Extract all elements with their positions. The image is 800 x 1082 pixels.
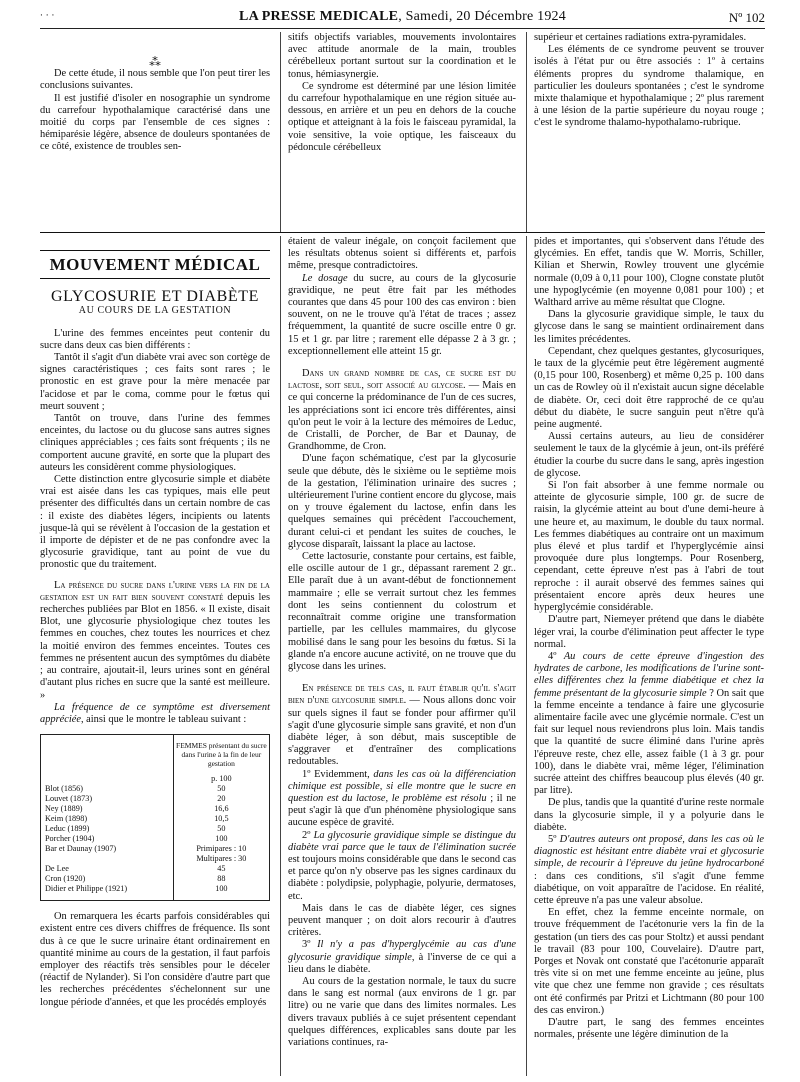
list-number: 3º	[302, 939, 318, 951]
paragraph: pides et importantes, qui s'observent dans l'étude des glycémies. En effet, tandis que W. Morris, Schiller, Kilian et Sherwin, Rowley trouvent une glycémie normale (0,09 à 0,11 pour 100), Clogne constate plutôt une hypoglycémie (en moyenne 0,081 pour 100) ; et Walthard arrive au même résultat que Clogne.	[534, 236, 764, 309]
paragraph: Dans la glycosurie gravidique simple, le taux du glycose dans le sang se maintient ordinairement dans les limites précédentes.	[534, 309, 764, 345]
paragraph-lead: La présence du sucre dans l'urine vers la fin de la gestation est un fait bien souvent constaté	[40, 579, 270, 603]
page-header	[40, 8, 765, 29]
table-header: FEMMES présentant du sucre dans l'urine à la fin de leur gestation	[173, 735, 269, 774]
paragraph-body: , ainsi que le montre le tableau suivant :	[80, 713, 247, 725]
paragraph: Les éléments de ce syndrome peuvent se trouver isolés à l'état pur ou être associés : 1º à certains éléments propres du syndrome thalamique, en particulier les douleurs spontanées ; c'est le syndrome mixte thalamique et hypothalamique ; 2º plus rarement à une lésion de la partie supérieure du noyau rouge ; c'est le syndrome thalamo-hypothalamo-rubrique.	[534, 44, 764, 129]
paragraph-body: , à l'inverse de ce qui a lieu dans le diabète.	[288, 951, 517, 975]
article-title: GLYCOSURIE ET DIABÈTE	[50, 288, 260, 306]
table-row	[41, 884, 269, 894]
table-author: Keim (1898)	[45, 814, 88, 824]
article-subtitle: AU COURS DE LA GESTATION	[78, 305, 232, 317]
paragraph-lead: En présence de tels cas, il faut établir qu'il s'agit bien d'une glycosurie simple.	[288, 683, 516, 707]
table-author: Cron (1920)	[45, 874, 86, 884]
article-column-1	[40, 244, 270, 1009]
table-value: 88	[173, 874, 269, 884]
paragraph-lead: Dans un grand nombre de cas, ce sucre est du lactose, soit seul, soit associé au glycose.	[288, 368, 516, 392]
table-row	[41, 784, 269, 794]
table-author: Ney (1889)	[45, 804, 83, 814]
paragraph: Mais dans le cas de diabète léger, ces signes peuvent manquer ; on doit alors recourir à d'autres critères.	[288, 902, 516, 939]
table-row	[41, 804, 269, 814]
paragraph	[288, 939, 516, 976]
table-value: 50	[173, 784, 269, 794]
table-author: Blot (1856)	[45, 784, 83, 794]
paragraph	[534, 834, 764, 907]
paragraph: Si l'on fait absorber à une femme normale ou atteinte de glycosurie simple, 100 gr. de sucre de raisin, la glycémie atteint au bout d'une demi-heure à une heure et, au maximum, le double du taux normal. Les femmes diabétiques au contraire ont un maximum plus élevé et plus tardif et l'hyperglycémie ainsi provoquée dure plus longtemps. Pour Rosenberg, cependant, cette épreuve n'est pas à l'abri de tout reproche : il aurait observé des femmes saines qui présentaient encore après deux heures une hyperglycémie considérable.	[534, 480, 764, 614]
list-number: 4º	[548, 650, 564, 662]
table-row	[41, 824, 269, 834]
table-author: Leduc (1899)	[45, 824, 90, 834]
frequency-table	[40, 734, 270, 901]
emphasis: D'autres auteurs ont proposé, dans les cas où le diagnostic est hésitant entre diabète vrai et glycosurie simple, de recourir à l'épreuve du jeûne hydrocarboné	[534, 833, 765, 870]
paragraph	[40, 702, 270, 726]
table-value: 100	[173, 884, 269, 894]
paragraph-lead: La fréquence de ce symptôme est diversement appréciée	[40, 701, 270, 725]
table-value: 16,6	[173, 804, 269, 814]
issue-date: , Samedi, 20 Décembre 1924	[398, 9, 566, 24]
table-unit: p. 100	[173, 774, 269, 784]
paragraph: Il est justifié d'isoler en nosographie un syndrome du carrefour hypothalamique caractérisé dans une moitié du corps par l'ensemble de ces signes : hémiparésie légère, absence de douleurs spontanées de ce côté, existence de troubles sen-	[40, 92, 270, 153]
table-row	[41, 794, 269, 804]
top-column-3	[534, 32, 764, 130]
paragraph	[288, 273, 516, 358]
paragraph-body: ? On sait que la femme enceinte a tendance à faire une glycosurie alimentaire facile avec une glycémie normale. C'est un fait sur lequel nous reviendrons plus loin. Mais tandis que la quantité de sucre éliminé dans l'urine après l'épreuve reste, chez elle, assez faible (1 à 3 gr. pour 100), dans le diabète vrai, même léger, l'élimination sucrée atteint des chiffres beaucoup plus élevés (40 gr. par litre).	[534, 687, 764, 797]
paragraph: L'urine des femmes enceintes peut contenir du sucre dans deux cas bien différents :	[40, 327, 270, 351]
top-column-2	[288, 32, 516, 154]
paragraph: Cette lactosurie, constante pour certains, est faible, elle oscille autour de 1 gr., dépassant rarement 2 gr.. Elle paraît due à un avant-début de fonctionnement mammaire ; elle se verrait surtout chez les femmes dont les seins contiennent du colostrum et reconnaîtrait comme origine une transformation partielle, par les cellules mammaires, du glycose mobilisé dans le sang pour les besoins du fœtus. Si la glande n'a encore aucune activité, on ne trouve que du glycose dans les urines.	[288, 551, 516, 672]
paragraph: On remarquera les écarts parfois considérables qui existent entre ces divers chiffres de fréquence. Ils sont dus à ce que le sucre urinaire étant ordinairement en quantité minime au cours de la gestation, il faut parfois employer des réactifs très sensibles pour le déceler (réactif de Nylander). Si l'on considère d'autre part que les recherches précédentes s'échelonnent sur une longue période d'années, et que les procédés employés	[40, 911, 270, 1008]
table-author: Didier et Philippe (1921)	[45, 884, 128, 894]
table-author: Louvet (1873)	[45, 794, 93, 804]
paragraph: Ce syndrome est déterminé par une lésion limitée du carrefour hypothalamique en une région située au-dessous, en arrière et un peu en dehors de la couche optique et atteignant à la fois le faisceau pyramidal, la voie sensitive, la voie optique, les faisceaux du pédoncule cérébelleux	[288, 80, 516, 153]
paragraph: étaient de valeur inégale, on conçoit facilement que les résultats obtenus soient si différents et, parfois même, presque contradictoires.	[288, 236, 516, 272]
paragraph: Tantôt il s'agit d'un diabète vrai avec son cortège de signes caractéristiques ; ces faits sont rares ; le pronostic en est grave pour la mère menacée par l'acidose et par le coma, comme pour le fœtus qui meurt souvent ;	[40, 352, 270, 412]
paragraph-body: : dans ces conditions, s'il s'agit d'une femme diabétique, on voit apparaître de l'acidose. En réalité, cette épreuve n'a pas une valeur absolue.	[534, 870, 764, 906]
table-row	[41, 844, 269, 864]
list-number: 5º	[548, 833, 560, 845]
asterism: ⁂	[149, 55, 161, 69]
table-value: 10,5	[173, 814, 269, 824]
paragraph: De plus, tandis que la quantité d'urine reste normale dans la glycosurie simple, il y a polyurie dans le diabète.	[534, 797, 764, 833]
article-column-2	[288, 236, 516, 1049]
paragraph: Au cours de la gestation normale, le taux du sucre dans le sang est normal (aux environs de 1 gr. par litre) ou ne varie que dans des limites normales. Les divers travaux publiés à ce sujet présentent cependant quelques différences, explicables sans doute par les variations continues, ra-	[288, 975, 516, 1048]
emphasis: La glycosurie gravidique simple se distingue du diabète vrai parce que le taux de l'élimination sucrée	[288, 829, 517, 853]
paragraph-body: ; il ne peut s'agir là que d'un phénomène physiologique sans aucune espèce de gravité.	[288, 792, 517, 829]
table-value: 100	[173, 834, 269, 844]
table-value: 50	[173, 824, 269, 834]
table-author: Bar et Daunay (1907)	[45, 844, 117, 854]
paragraph-body: — Mais en ce qui concerne la prédominance de l'un de ces sucres, les appréciations sont ici encore très différentes, ainsi qu'on peut le voir à la lecture des mémoires de Leduc, de Cristalli, de Porcher, de Bar et Daunay, de Grandhomme, de Cron.	[288, 380, 516, 453]
paragraph: Aussi certains auteurs, au lieu de considérer seulement le taux de la glycémie à jeun, ont-ils préféré étudier la courbe du sucre dans le sang, après ingestion de glycose.	[534, 431, 764, 479]
paragraph-body: — Nous allons donc voir sur quels signes il faut se fonder pour affirmer qu'il s'agit d'une glycosurie simple sans gravité, et non d'un diabète léger, à son début, mais susceptible de s'aggraver et d'entraîner des complications redoutables.	[288, 695, 516, 768]
header-mark: · · ·	[40, 11, 55, 21]
table-value: 20	[173, 794, 269, 804]
paragraph: Cependant, chez quelques gestantes, glycosuriques, le taux de la glycémie peut être légèrement augmenté (0,15 pour 100, Rosenberg) et même 0,25 p. 100 dans un cas de Rowley où il n'existait aucun signe décelable de diabète. Or, ceci doit être rapproché de ce qu'au début du diabète, le sucre sanguin peut n'être qu'à peine augmenté.	[534, 345, 764, 431]
column-rule	[526, 32, 527, 232]
paragraph-body: depuis les recherches publiées par Blot en 1856. « Il existe, disait Blot, une glycosurie physiologique chez toutes les femmes en couches, chez toutes les nourrices et chez la moitié environ des femmes enceintes. Toutes ces femmes ne présentent aucun des symptômes du diabète ; au contraire, ajoutait-il, leurs urines sont en général d'autant plus riches en sucre que la santé est meilleure. »	[40, 591, 271, 701]
paragraph: supérieur et certaines radiations extra-pyramidales.	[534, 32, 747, 43]
table-value: Primipares : 10 Multipares : 30	[173, 844, 269, 864]
column-rule	[526, 236, 527, 1076]
journal-title	[40, 9, 765, 25]
paragraph	[288, 683, 516, 768]
article-column-3	[534, 236, 764, 1041]
paragraph: Cette distinction entre glycosurie simple et diabète vrai est aisée dans les cas typiques, mais elle peut présenter des difficultés dans un certain nombre de cas : il existe des diabètes légers, incipients ou latents jusque-là qui se révèlent à l'occasion de la gestation et il importe de dépister et de ne pas confondre avec la glycosurie gravidique, tant au point de vue du pronostic que du traitement.	[40, 474, 270, 571]
section-title: MOUVEMENT MÉDICAL	[40, 250, 270, 279]
paragraph: En effet, chez la femme enceinte normale, on trouve fréquemment de l'acétonurie vers la fin de la gestation (un tiers des cas pour Stoltz) et aussi pendant le travail (83 pour 100, Couvelaire). D'autre part, Porges et Novak ont constaté que l'acétonurie apparaît très vite si on met une femme enceinte au jeûne, plus vite que chez une femme non gravide ; ces résultats ont été confirmés par Pritzi et Lichtmann (80 pour 100 des cas environ.)	[534, 907, 764, 1016]
table-author: De Lee	[45, 864, 69, 874]
emphasis: dans les cas où la différenciation chimique est possible, si elle montre que le sucre en question est du lactose, le problème est résolu	[288, 768, 516, 804]
column-rule	[280, 32, 281, 232]
paragraph: D'autre part, le sang des femmes enceintes normales, présente une légère diminution de la	[534, 1017, 764, 1041]
paragraph	[288, 830, 516, 903]
paragraph: D'autre part, Niemeyer prétend que dans le diabète léger vrai, la courbe d'élimination peut affecter le type normal.	[534, 614, 764, 650]
list-number: 2º	[302, 829, 314, 841]
paragraph	[288, 769, 516, 830]
paragraph	[40, 580, 270, 702]
paragraph: sitifs objectifs variables, mouvements involontaires avec attitude anormale de la main, troubles cérébelleux portant surtout sur la coordination et le tonus, hémiasynergie.	[288, 32, 516, 80]
paragraph: Tantôt on trouve, dans l'urine des femmes enceintes, du lactose ou du glucose sans autres signes cliniques appréciables ; ces faits sont fréquents ; ils ne comportent aucune gravité, en sorte que la plupart des auteurs les considèrent comme physiologiques.	[40, 413, 270, 473]
table-row	[41, 864, 269, 874]
paragraph-body: du sucre, au cours de la glycosurie gravidique, ne peut être fait par les méthodes courantes que dans 45 pour 100 des cas environ : bien souvent, on ne le trouve qu'à l'état de traces ; assez fréquemment, la quantité de sucre oscille entre 0 gr. 15 et 1 gr. par litre ; rarement elle dépasse 2 à 3 gr. ; exceptionnellement elle atteint 15 gr.	[288, 272, 516, 357]
journal-name: LA PRESSE MEDICALE	[239, 9, 399, 24]
paragraph	[288, 368, 516, 453]
top-column-1	[40, 56, 270, 154]
table-row	[41, 834, 269, 844]
emphasis: Il n'y a pas d'hyperglycémie au cas d'une glycosurie gravidique simple	[288, 939, 517, 963]
issue-number: Nº 102	[728, 10, 765, 25]
table-row	[41, 814, 269, 824]
column-rule	[280, 236, 281, 1076]
emphasis: Au cours de cette épreuve d'ingestion des hydrates de carbone, les modifications de l'urine sont-elles différentes chez la femme diabétique et chez la femme présentant de la glycosurie simple	[534, 650, 765, 699]
table-row	[41, 874, 269, 884]
list-number: 1º Evidemment,	[302, 768, 374, 780]
paragraph	[534, 651, 764, 797]
paragraph-body: est toujours moins considérable que dans le second cas et parce qu'on n'y observe pas les signes cardinaux du diabète : polydipsie, polyphagie, polyurie, dermatoses, etc.	[288, 853, 516, 902]
section-divider	[40, 232, 765, 233]
paragraph: D'une façon schématique, c'est par la glycosurie seule que débute, dès le sixième ou le septième mois de la gestation, l'élimination urinaire des sucres ; ultérieurement l'urine contient encore du glycose, mais on y trouve également du lactose, enfin dans les quelques semaines qui précèdent l'accouchement, durant celui-ci et pendant les suites de couches, le glycose disparaît, laissant la place au lactose.	[288, 453, 516, 550]
table-author: Porcher (1904)	[45, 834, 95, 844]
paragraph: De cette étude, il nous semble que l'on peut tirer les conclusions suivantes.	[40, 68, 270, 92]
paragraph-lead: Le dosage	[302, 272, 348, 284]
table-value: 45	[173, 864, 269, 874]
